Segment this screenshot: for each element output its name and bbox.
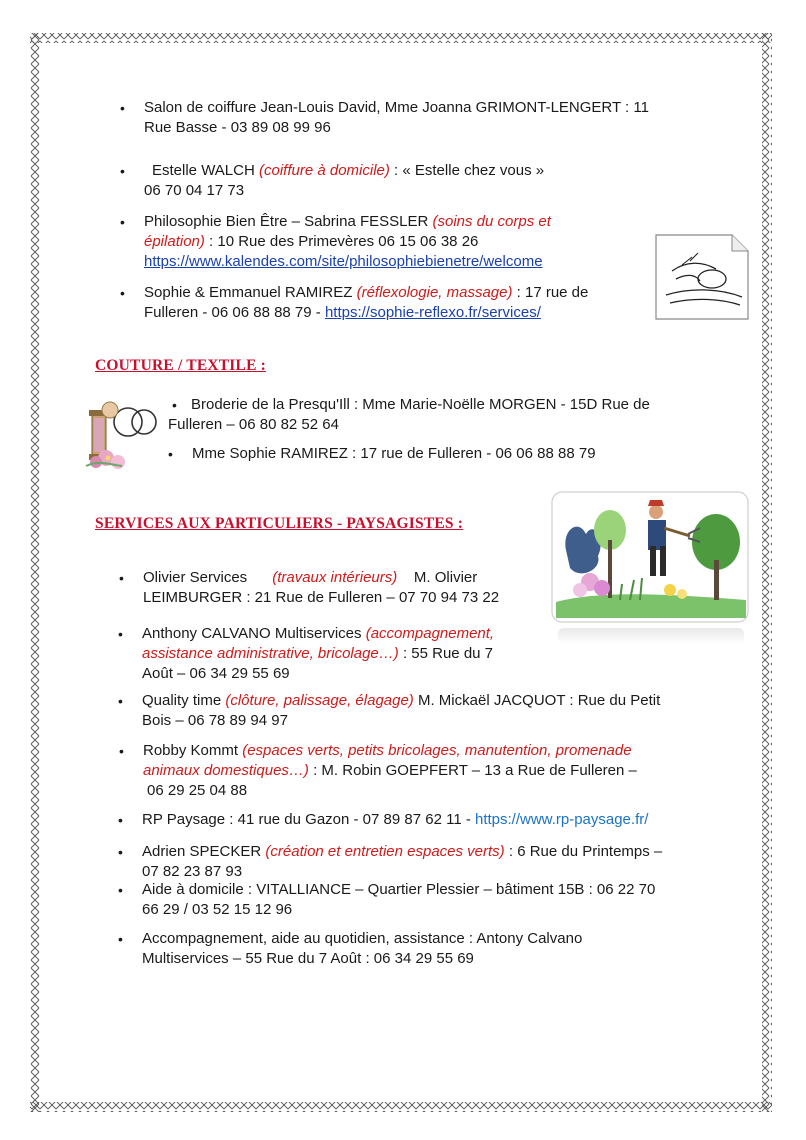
bullet: • (118, 812, 123, 828)
list-item: • Quality time (clôture, palissage, élagage) M. Mickaël JACQUOT : Rue du Petit Bois – 06 78 89 94 97 (118, 692, 661, 729)
bullet: • (120, 100, 125, 116)
bullet: • (168, 446, 173, 462)
list-item: • Philosophie Bien Être – Sabrina FESSLER (soins du corps et épilation) : 10 Rue des Primevères 06 15 06 38 26 https://www.kalendes.com/site/philosophiebienetre/welcome (120, 213, 551, 270)
list-item: • Aide à domicile : VITALLIANCE – Quartier Plessier – bâtiment 15B : 06 22 70 66 29 / 03 52 15 12 96 (118, 881, 656, 918)
bullet: • (118, 693, 123, 709)
list-item: • Robby Kommt (espaces verts, petits bricolages, manutention, promenade animaux domestiques…) : M. Robin GOEPFERT – 13 a Rue de Fulleren – 06 29 25 04 88 (119, 742, 637, 799)
couture-heading: COUTURE / TEXTILE : (95, 357, 267, 374)
bullet: • (120, 285, 125, 301)
gardener-illustration (550, 490, 752, 648)
bullet: • (118, 626, 123, 642)
list-item: • Mme Sophie RAMIREZ : 17 rue de Fulleren - 06 06 88 88 79 (168, 445, 596, 462)
bullet: • (119, 570, 124, 586)
list-item: • Anthony CALVANO Multiservices (accompagnement, assistance administrative, bricolage…) : 55 Rue du 7 Août – 06 34 29 55 69 (118, 625, 495, 682)
sophie-reflexo-link[interactable]: https://sophie-reflexo.fr/services/ (324, 304, 541, 321)
list-item: • Accompagnement, aide au quotidien, assistance : Antony Calvano Multiservices – 55 Rue du 7 Août : 06 34 29 55 69 (118, 930, 583, 967)
list-item: • Salon de coiffure Jean-Louis David, Mme Joanna GRIMONT-LENGERT : 11 Rue Basse - 03 89 08 99 96 (120, 99, 649, 136)
list-item: • Broderie de la Presqu'Ill : Mme Marie-Noëlle MORGEN - 15D Rue de Fulleren – 06 80 82 52 64 (168, 396, 650, 433)
list-item: • Adrien SPECKER (création et entretien espaces verts) : 6 Rue du Printemps – 07 82 23 87 93 (118, 843, 663, 880)
rp-paysage-link[interactable]: https://www.rp-paysage.fr/ (475, 811, 649, 828)
bullet: • (172, 397, 177, 413)
bullet: • (118, 844, 123, 860)
bullet: • (119, 743, 124, 759)
services-heading: SERVICES AUX PARTICULIERS - PAYSAGISTES : (95, 515, 464, 532)
list-item: • Sophie & Emmanuel RAMIREZ (réflexologie, massage) : 17 rue de Fulleren - 06 06 88 88 79 - https://sophie-reflexo.fr/services/ (120, 284, 589, 321)
massage-illustration (652, 231, 752, 323)
bullet: • (118, 882, 123, 898)
philosophie-link[interactable]: https://www.kalendes.com/site/philosophiebienetre/welcome (144, 253, 543, 270)
sewing-illustration (78, 392, 162, 472)
bullet: • (118, 931, 123, 947)
list-item: • Olivier Services (travaux intérieurs) M. Olivier LEIMBURGER : 21 Rue de Fulleren – 07 70 94 73 22 (119, 569, 500, 606)
bullet: • (120, 214, 125, 230)
list-item: • RP Paysage : 41 rue du Gazon - 07 89 87 62 11 - https://www.rp-paysage.fr/ (118, 811, 649, 828)
bullet: • (120, 163, 125, 179)
list-item: • Estelle WALCH (coiffure à domicile) : « Estelle chez vous » 06 70 04 17 73 (120, 162, 545, 199)
